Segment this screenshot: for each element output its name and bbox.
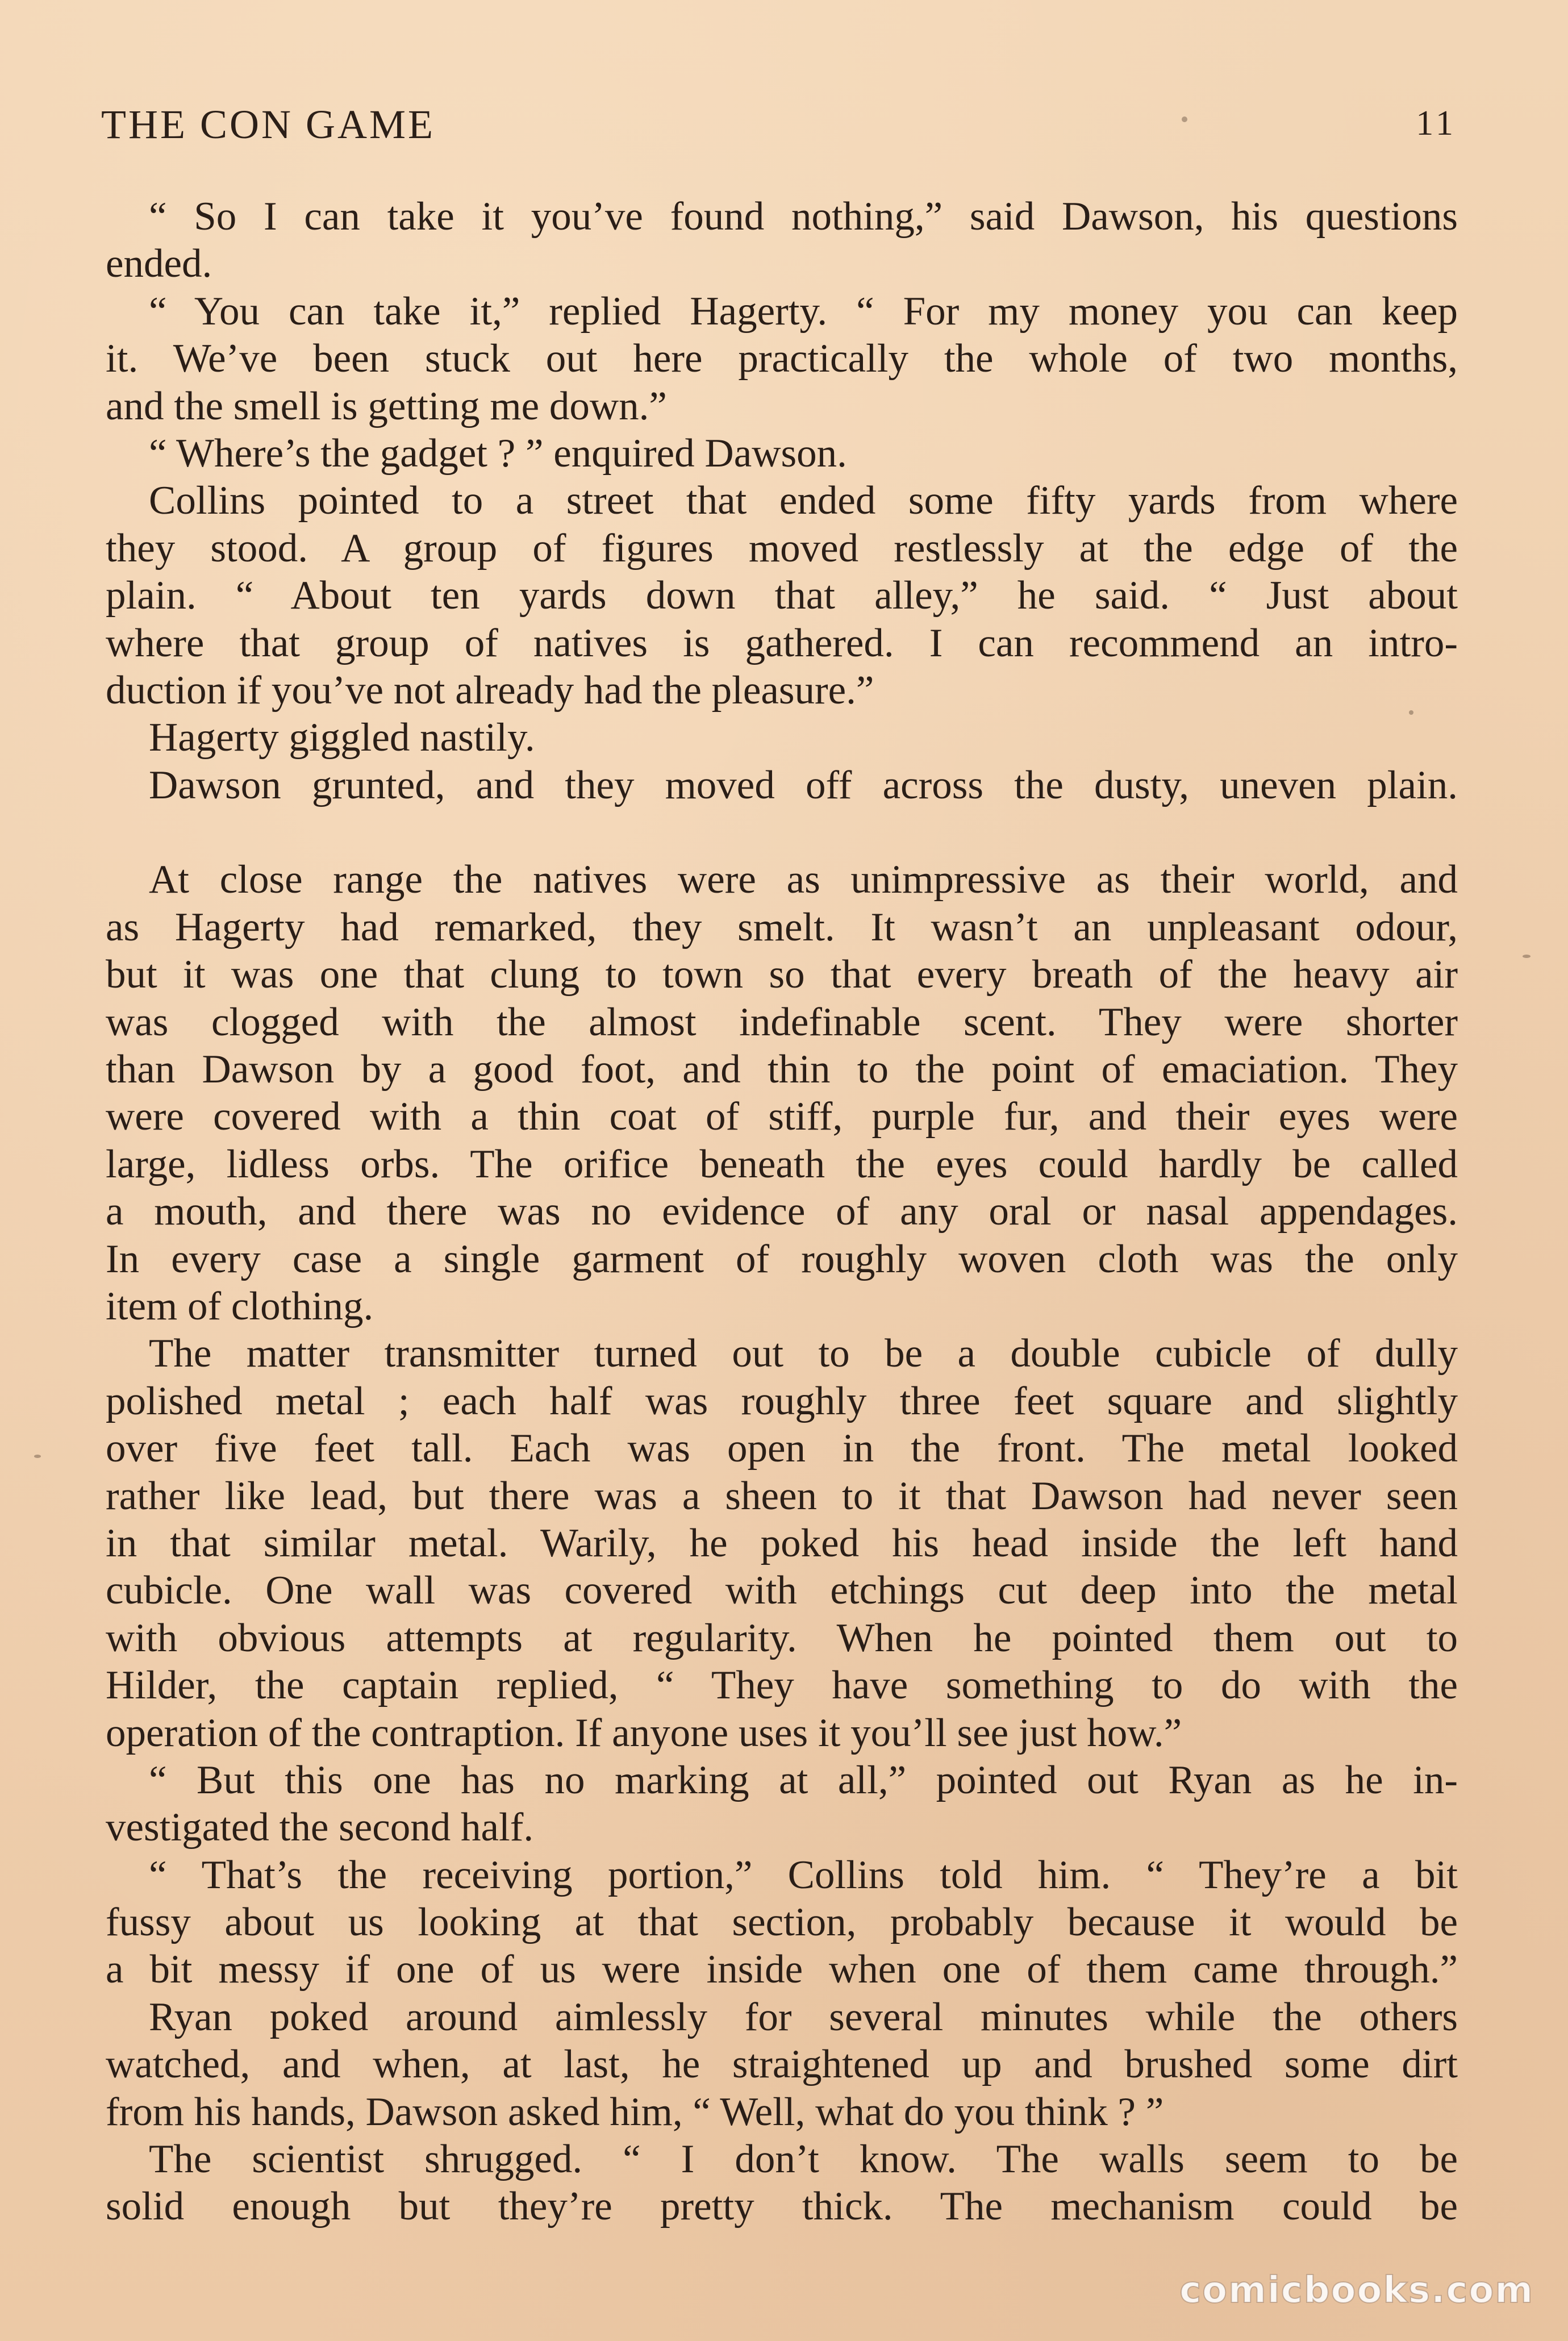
text-line: large, lidless orbs. The orifice beneath the eyes could hardly be called [106, 1142, 1458, 1186]
text-line: “ You can take it,” replied Hagerty. “ For my money you can keep [149, 289, 1458, 334]
page-number: 11 [1416, 104, 1457, 143]
text-line: Hilder, the captain replied, “ They have something to do with the [106, 1663, 1458, 1708]
text-line: a mouth, and there was no evidence of any oral or nasal appendages. [106, 1189, 1458, 1234]
paper-speck [1523, 955, 1531, 958]
text-line: “ So I can take it you’ve found nothing,” said Dawson, his questions [149, 194, 1458, 239]
text-line: Dawson grunted, and they moved off across the dusty, uneven plain. [149, 763, 1458, 807]
text-line: solid enough but they’re pretty thick. The mechanism could be [106, 2184, 1458, 2229]
text-line: In every case a single garment of roughly woven cloth was the only [106, 1236, 1458, 1281]
text-line: from his hands, Dawson asked him, “ Well, what do you think ? ” [106, 2089, 1164, 2134]
text-line: “ Where’s the gadget ? ” enquired Dawson. [149, 431, 847, 476]
text-line: At close range the natives were as unimpressive as their world, and [149, 857, 1458, 902]
text-line: was clogged with the almost indefinable scent. They were shorter [106, 999, 1458, 1044]
text-line: cubicle. One wall was covered with etchings cut deep into the metal [106, 1568, 1458, 1613]
text-line: but it was one that clung to town so that every breath of the heavy air [106, 952, 1458, 997]
text-line: as Hagerty had remarked, they smelt. It wasn’t an unpleasant odour, [106, 905, 1458, 949]
text-line: with obvious attempts at regularity. When he pointed them out to [106, 1615, 1458, 1660]
text-line: over five feet tall. Each was open in the front. The metal looked [106, 1426, 1458, 1471]
text-line: polished metal ; each half was roughly three feet square and slightly [106, 1378, 1458, 1423]
text-line: in that similar metal. Warily, he poked his head inside the left hand [106, 1521, 1458, 1565]
text-line: The scientist shrugged. “ I don’t know. The walls seem to be [149, 2137, 1458, 2182]
text-line: “ But this one has no marking at all,” pointed out Ryan as he in- [149, 1757, 1458, 1802]
text-line: duction if you’ve not already had the pleasure.” [106, 668, 874, 713]
body-text [106, 193, 1458, 2231]
text-line: rather like lead, but there was a sheen to it that Dawson had never seen [106, 1473, 1458, 1518]
running-head [101, 101, 1457, 152]
running-head-title: THE CON GAME [101, 102, 435, 147]
paper-speck [34, 1455, 41, 1458]
text-line: item of clothing. [106, 1284, 374, 1328]
text-line: were covered with a thin coat of stiff, purple fur, and their eyes were [106, 1094, 1458, 1139]
text-line: and the smell is getting me down.” [106, 384, 667, 428]
text-line: Hagerty giggled nastily. [149, 715, 535, 760]
text-line: Ryan poked around aimlessly for several minutes while the others [149, 1994, 1458, 2039]
text-line: fussy about us looking at that section, probably because it would be [106, 1900, 1458, 1945]
text-line: Collins pointed to a street that ended some fifty yards from where [149, 478, 1458, 523]
text-line: plain. “ About ten yards down that alley,” he said. “ Just about [106, 573, 1458, 618]
text-line: they stood. A group of figures moved restlessly at the edge of the [106, 526, 1458, 570]
section-break [106, 809, 1458, 856]
text-line: a bit messy if one of us were inside when one of them came through.” [106, 1947, 1458, 1992]
text-line: it. We’ve been stuck out here practically the whole of two months, [106, 336, 1458, 381]
text-line: ended. [106, 241, 212, 286]
text-line: operation of the contraption. If anyone uses it you’ll see just how.” [106, 1710, 1182, 1755]
text-line: The matter transmitter turned out to be a double cubicle of dully [149, 1331, 1458, 1376]
text-line: vestigated the second half. [106, 1805, 534, 1850]
text-line: than Dawson by a good foot, and thin to the point of emaciation. They [106, 1047, 1458, 1092]
text-line: where that group of natives is gathered. I can recommend an intro- [106, 620, 1458, 665]
text-line: “ That’s the receiving portion,” Collins told him. “ They’re a bit [149, 1852, 1458, 1897]
watermark: comicbooks.com [1179, 2269, 1534, 2311]
text-line: watched, and when, at last, he straightened up and brushed some dirt [106, 2042, 1458, 2087]
